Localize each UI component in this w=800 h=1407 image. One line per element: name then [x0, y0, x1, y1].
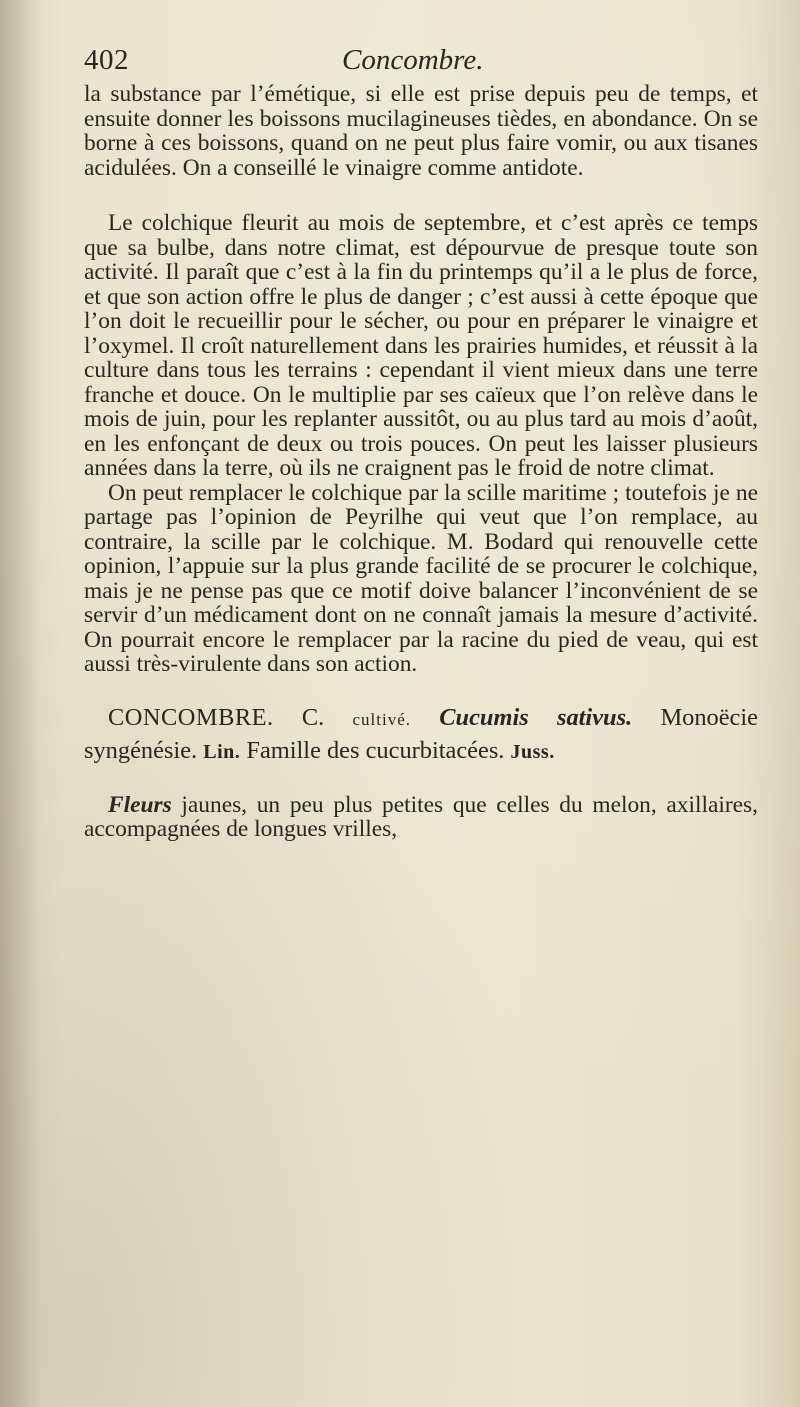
entry-authority-lin: Lin.	[203, 740, 241, 763]
entry-name: CONCOMBRE.	[108, 703, 274, 731]
page-number: 402	[84, 44, 129, 76]
entry-letter: C.	[301, 703, 325, 731]
entry-family: Famille des cucurbitacées.	[246, 736, 505, 764]
body-text	[84, 82, 758, 842]
entry-qualifier: cultivé.	[352, 709, 411, 729]
spine-shadow	[0, 0, 40, 1407]
flowers-text: jaunes, un peu plus petites que celles du melon, axillaires, accompagnées de longues vrilles,	[84, 791, 758, 842]
paragraph-antidote: la substance par l’émétique, si elle est prise depuis peu de temps, et ensuite donner les boissons mucilagineuses tièdes, en abondance. On se borne à ces boissons, quand on ne peut plus faire vomir, ou aux tisanes acidulées. On a conseillé le vinaigre comme antidote.	[84, 81, 758, 181]
flowers-label: Fleurs	[108, 791, 172, 818]
entry-latin-name: Cucumis sativus.	[439, 703, 633, 731]
paragraph-colchique-culture: Le colchique fleurit au mois de septembre, et c’est après ce temps que sa bulbe, dans notre climat, est dépourvue de presque toute son activité. Il paraît que c’est à la fin du printemps qu’il a le plus de force, et que son action offre le plus de danger ; c’est aussi à cette époque que l’on doit le recueillir pour le sécher, ou pour en préparer le vinaigre et l’oxymel. Il croît naturellement dans les prairies humides, et réussit à la culture dans tous les terrains : cependant il vient mieux dans une terre franche et douce. On le multiplie par ses caïeux que l’on relève dans le mois de juin, pour les replanter aussitôt, ou au plus tard au mois d’août, en les enfonçant de deux ou trois pouces. On peut les laisser plusieurs années dans la terre, où ils ne craignent pas le froid de notre climat.	[84, 210, 758, 481]
entry-classification: Monoëcie syngénésie.	[84, 703, 758, 764]
entry-authority-juss: Juss.	[510, 740, 555, 763]
page-header	[84, 44, 760, 84]
running-head: Concombre.	[342, 44, 484, 76]
dictionary-entry-heading	[84, 702, 758, 768]
paragraph-colchique-substitute: On peut remplacer le colchique par la scille maritime ; toutefois je ne partage pas l’opinion de Peyrilhe qui veut que l’on remplace, au contraire, la scille par le colchique. M. Bodard qui renouvelle cette opinion, l’appuie sur la plus grande facilité de se procurer le colchique, mais je ne pense pas que ce motif doive balancer l’inconvénient de se servir d’un médicament dont on ne connaît jamais la mesure d’activité. On pourrait encore le remplacer par la racine du pied de veau, qui est aussi très-virulente dans son action.	[84, 479, 758, 677]
paragraph-flowers	[84, 793, 758, 842]
